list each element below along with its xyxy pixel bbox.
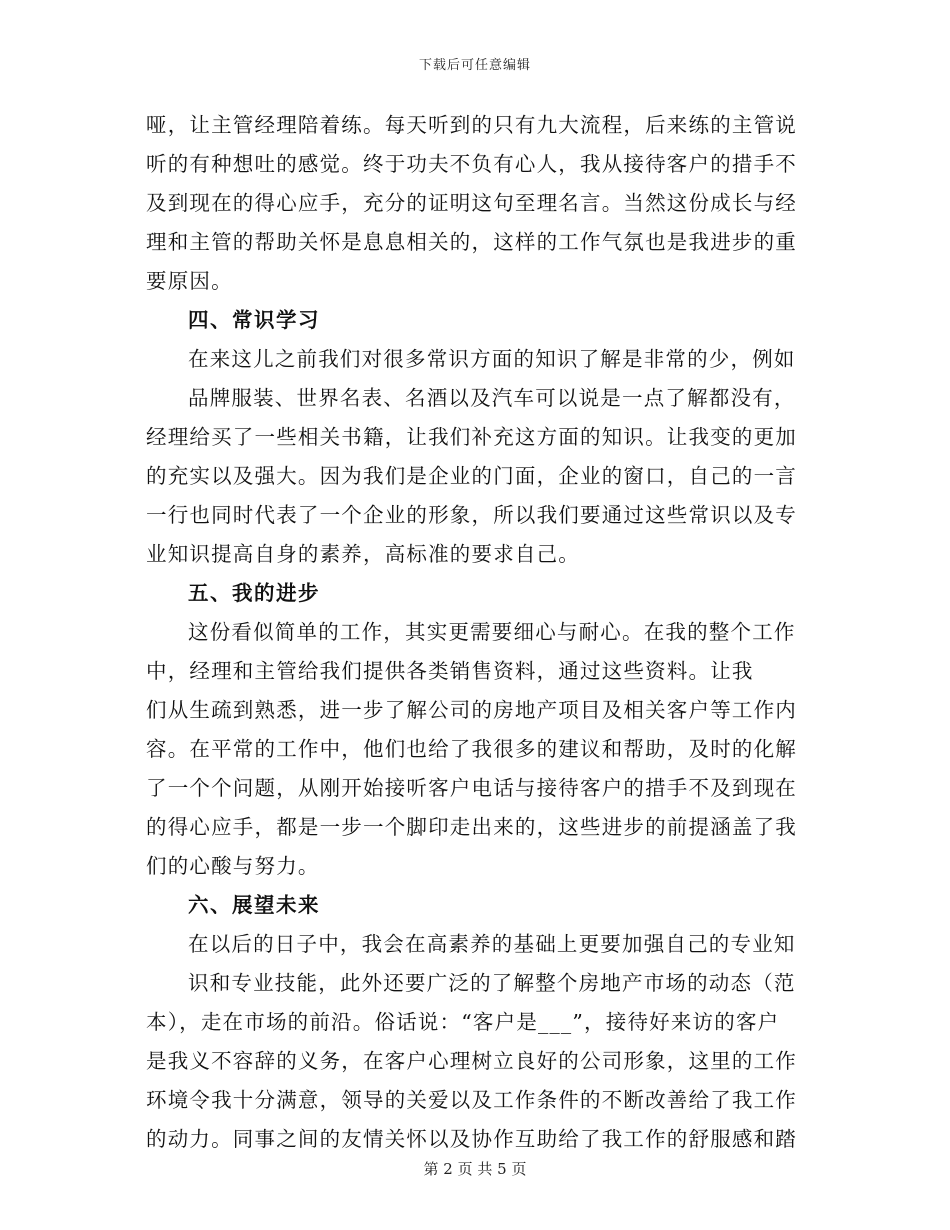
section-heading-my-progress: 五、我的进步 [188, 581, 320, 605]
section-heading-outlook: 六、展望未来 [188, 893, 320, 917]
body-line-18: 们的心酸与努力。 [146, 854, 320, 878]
body-line-10: 一行也同时代表了一个企业的形象，所以我们要通过这些常识以及专 [146, 503, 797, 527]
body-line-13: 中，经理和主管给我们提供各类销售资料，通过这些资料。让我 [146, 659, 754, 683]
body-line-22: 是我义不容辞的义务，在客户心理树立良好的公司形象，这里的工作 [146, 1049, 797, 1073]
page-header: 下载后可任意编辑 [418, 58, 531, 73]
body-line-16: 了一个个问题，从刚开始接听客户电话与接待客户的措手不及到现在 [146, 776, 797, 800]
body-line-6: 在来这儿之前我们对很多常识方面的知识了解是非常的少，例如 [188, 347, 796, 371]
body-line-3: 及到现在的得心应手，充分的证明这句至理名言。当然这份成长与经 [146, 191, 797, 215]
body-line-8: 经理给买了一些相关书籍，让我们补充这方面的知识。让我变的更加 [146, 425, 797, 449]
body-line-4: 理和主管的帮助关怀是息息相关的，这样的工作气氛也是我进步的重 [146, 230, 797, 254]
body-line-19: 在以后的日子中，我会在高素养的基础上更要加强自己的专业知 [188, 932, 796, 956]
body-line-23: 环境令我十分满意，领导的关爱以及工作条件的不断改善给了我工作 [146, 1088, 797, 1112]
body-line-11: 业知识提高自身的素养，高标准的要求自己。 [146, 542, 580, 566]
document-body [146, 106, 806, 1159]
page-number-footer: 第 2 页 共 5 页 [423, 1160, 527, 1178]
body-line-1: 哑，让主管经理陪着练。每天听到的只有九大流程，后来练的主管说 [146, 113, 797, 137]
body-line-15: 容。在平常的工作中，他们也给了我很多的建议和帮助，及时的化解 [146, 737, 797, 761]
body-line-17: 的得心应手，都是一步一个脚印走出来的，这些进步的前提涵盖了我 [146, 815, 797, 839]
body-line-9: 的充实以及强大。因为我们是企业的门面，企业的窗口，自己的一言 [146, 464, 797, 488]
body-line-14: 们从生疏到熟悉，进一步了解公司的房地产项目及相关客户等工作内 [146, 698, 797, 722]
body-line-5: 要原因。 [146, 269, 233, 293]
body-line-21: 本），走在市场的前沿。俗话说：“客户是___”，接待好来访的客户 [146, 1010, 780, 1034]
body-line-2: 听的有种想吐的感觉。终于功夫不负有心人，我从接待客户的措手不 [146, 152, 797, 176]
body-line-12: 这份看似简单的工作，其实更需要细心与耐心。在我的整个工作 [188, 620, 796, 644]
body-line-7: 品牌服装、世界名表、名酒以及汽车可以说是一点了解都没有， [188, 386, 796, 410]
body-line-20: 识和专业技能，此外还要广泛的了解整个房地产市场的动态（范 [188, 971, 796, 995]
body-line-24: 的动力。同事之间的友情关怀以及协作互助给了我工作的舒服感和踏 [146, 1127, 797, 1151]
section-heading-common-knowledge: 四、常识学习 [188, 308, 320, 332]
